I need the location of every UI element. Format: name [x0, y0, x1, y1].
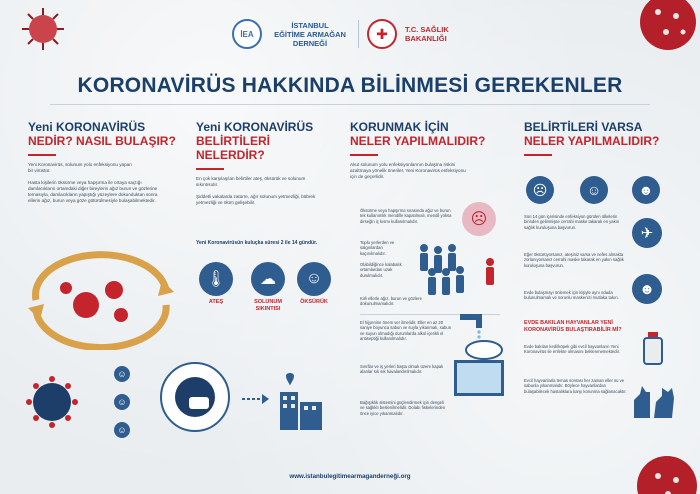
person-icon: ☺ [114, 394, 130, 410]
sneezing-person-icon: ☹ [462, 202, 496, 236]
prevention-tip: Bağışıklık sistemini güçlendirmek için dengeli ve sağlıklı beslenilmelidir. Dolabı fiskelerinden önce iyice yıkanmalıdır. [360, 400, 446, 416]
column-heading-top: Yeni KORONAVİRÜS [196, 120, 314, 134]
symptom-fever [196, 262, 236, 306]
ministry-name [405, 25, 469, 43]
sick-person-icon: ☹ [526, 176, 554, 204]
virus-bottom-left-icon [24, 374, 80, 430]
prevention-tip: Sınıflar ve iş yerleri başta olmak üzere kapalı alanlar sık sık havalandırılmalıdır. [360, 364, 444, 375]
pets-question-title: EVDE BAKILAN HAYVANLAR YENİ KORONAVİRÜS BULAŞTIRABİLİR Mİ? [524, 320, 622, 333]
column-heading-top: BELİRTİLERİ VARSA [524, 120, 643, 134]
page-title: KORONAVİRÜS HAKKINDA BİLİNMESİ GEREKENLER [77, 74, 623, 97]
column-heading-bottom: NELER YAPILMALIDIR? [350, 134, 486, 148]
heading-underline [350, 154, 378, 156]
infected-people-group [108, 362, 138, 442]
prevention-tip: El hijyenine önem ver ilmelidir. Eller en az 20 saniye boyunca sabun ve suyla yıkanmalı, sabun ve suyun olmadığı durumlarda alkol içerikli el antiseptiği kullanılmalıdır. [360, 320, 452, 342]
virus-bottom-right-icon [624, 446, 700, 494]
airplane-icon: ✈ [632, 218, 662, 248]
column-heading-top: KORUNMAK İÇİN [350, 120, 449, 134]
title-divider [50, 104, 650, 105]
association-logo: İEA [232, 19, 262, 49]
ministry-logo: ✚ [367, 19, 397, 49]
prevention-tip: Toplu yerlerden ve salgınlardan kaçınılmalıdır. [360, 240, 395, 256]
symptom-label: ÖKSÜRÜK [300, 299, 328, 305]
column-heading-bottom: BELİRTİLERİ NELERDİR? [196, 134, 270, 162]
column-if-symptoms [524, 120, 684, 162]
column-symptoms [196, 120, 336, 206]
heading-underline [196, 168, 224, 170]
symptom-action-tip: Son 14 gün içerisinde enfeksiyon görülen ülkelerin birinden gelinmişse cerrahi maske takarak en yakın sağlık kuruluşuna başvurun. [524, 214, 620, 230]
heading-underline [524, 154, 552, 156]
column-heading-bottom: NELER YAPILMALIDIR? [524, 134, 660, 148]
prevention-tip: Olabildiğince kalabalık ortamlardan uzak durulmalıdır. [360, 262, 402, 278]
mask-wearing-icon: ☻ [632, 274, 662, 304]
symptom-action-tip: Eğer öksürüyorsanız, ateşiniz varsa ve nefes almakta zorlanıyorsanız cerrahi maske takarak en yakın sağlık kuruluşuna başvurun. [524, 252, 624, 268]
incubation-period: Yeni Koronavirüsün kuluçka süresi 2 ile 14 gündür. [196, 240, 318, 246]
association-name-line1: İSTANBUL [291, 20, 329, 30]
symptom-action-tip: Evde bulaşmayı önlemek için kişiyle aynı odada bulunulmamalı ve sorunlu maskenizi mutlaka takın. [524, 290, 619, 301]
ministry-name-line1: T.C. SAĞLIK [405, 25, 449, 34]
footer-website[interactable]: www.istanbulegitimearmaganderneği.org [289, 473, 411, 480]
ministry-name-line2: BAKANLIĞI [405, 34, 447, 43]
lungs-icon: ☁ [251, 262, 285, 296]
column-prevention [350, 120, 500, 180]
column-heading-top: Yeni KORONAVİRÜS [28, 120, 146, 134]
col1-paragraph-1: Yeni Koronavirüs, solunum yolu enfeksiyonu yapan bir virüstür. [28, 162, 132, 173]
virus-top-left-icon [20, 6, 66, 52]
coughing-person-icon: ☺ [580, 176, 608, 204]
masked-person-large-icon [160, 362, 230, 432]
crowd-icon [412, 238, 504, 298]
masked-person-icon: ☻ [632, 176, 660, 204]
open-window-icon [454, 360, 504, 396]
header-logos [232, 10, 472, 58]
hand-sanitizer-icon [638, 330, 668, 366]
heading-underline [28, 154, 56, 156]
prevention-tip: Kirli ellerle ağız, burun ve gözlere dokunulmamalıdır. [360, 296, 422, 307]
symptom-breathing [246, 262, 290, 313]
column-heading-bottom: NEDİR? NASIL BULAŞIR? [28, 134, 176, 148]
symptom-label: ATEŞ [208, 299, 224, 305]
handwashing-icon [456, 312, 504, 362]
header-divider [358, 20, 359, 48]
association-name [270, 21, 350, 48]
symptom-label: SOLUNUM SIKINTISI [254, 299, 282, 312]
cough-icon: ☺ [297, 262, 331, 296]
arrow-right-icon [240, 392, 270, 406]
pets-paragraph-1: Evde bakılan kedi/köpek gibi evcil hayvanların Yeni Koronavirüs ile enfekte olmasını beklenmemektedir. [524, 344, 620, 355]
pets-icon [628, 378, 678, 422]
column-what-is [28, 120, 178, 204]
col3-intro: Akut solunum yolu enfeksiyonlarının bulaşma riskini azaltmaya yönelik öneriler, Yeni Koronavirüs enfeksiyonu için de geçerlidir. [350, 162, 466, 179]
person-icon: ☺ [114, 422, 130, 438]
col2-paragraph-2: Şiddetli vakalarda zatürre, ağır solunum yetmezliği, böbrek yetmezliği ve ölüm gelişebilir. [196, 194, 316, 205]
prevention-tip: Öksürme veya hapşırma sırasında ağız ve burun tek kullanımlık mendille kapatılmalı, mendil yoksa dirseğin iç kısmı kullanılmalıdır. [360, 208, 452, 224]
thermometer-icon: 🌡 [199, 262, 233, 296]
association-name-line2: EĞİTİME ARMAĞAN [274, 29, 346, 39]
col1-paragraph-2: Hasta kişilerin öksürme veya hapşırma ile ortaya saçtığı damlacıkların ortamdaki diğer bireylerin ağız burun ve gözlerine temasıyla, damlacıkların yapıştığı yüzeylere dokunduktan sonra ellerin ağız, burun veya göze götürülmesiyle bulaşabilmektedir. [28, 180, 158, 203]
transmission-cycle-icon [26, 250, 176, 350]
association-name-line3: DERNEĞİ [292, 38, 328, 48]
pets-paragraph-2: Evcil hayvanlarla temas sonrası her zaman eller su ve sabunla yıkanmalıdır. Böylece hayvanlardan bulaşabilecek hastalıklara karşı korunma sağlanacaktır. [524, 378, 627, 394]
hospital-building-icon [270, 372, 330, 432]
symptom-cough [294, 262, 334, 306]
person-icon: ☺ [114, 366, 130, 382]
col2-paragraph-1: En çok karşılaşılan belirtiler ateş, öksürük ve solunum sıkıntısıdır. [196, 176, 306, 187]
virus-top-right-icon [628, 0, 700, 60]
